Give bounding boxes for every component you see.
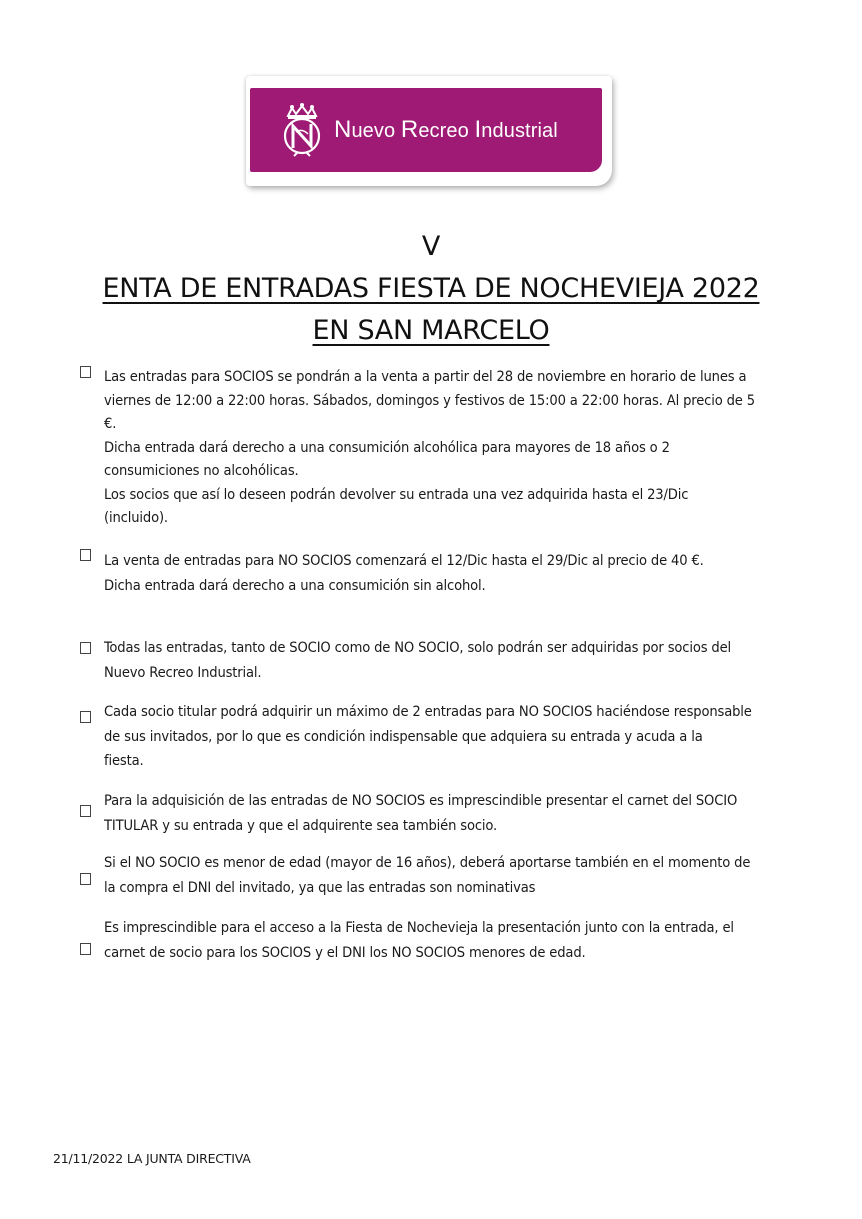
logo-word-uevo: uevo — [351, 120, 401, 142]
list-item-line: Dicha entrada dará derecho a una consumición sin alcohol. — [104, 577, 486, 594]
list-item-line: Dicha entrada dará derecho a una consumición alcohólica para mayores de 18 años o 2 — [104, 438, 670, 456]
page-title — [0, 226, 862, 352]
list-item — [104, 915, 804, 965]
list-item — [104, 699, 804, 772]
title-line-1-rest: ENTA DE ENTRADAS FIESTA DE NOCHEVIEJA 2022 — [102, 273, 760, 304]
bullet-checkbox-icon — [80, 642, 91, 654]
list-item — [104, 850, 804, 900]
list-item-line: €. — [104, 415, 117, 432]
logo-letter-r: R — [400, 116, 419, 143]
signature-footer: 21/11/2022 LA JUNTA DIRECTIVA — [53, 1151, 251, 1166]
bullet-checkbox-icon — [80, 366, 91, 378]
bullet-checkbox-icon — [80, 943, 91, 955]
list-item — [104, 635, 804, 685]
logo-letter-n: N — [334, 116, 352, 143]
title-line-1 — [0, 226, 862, 310]
list-item-line: Es imprescindible para el acceso a la Fiesta de Nochevieja la presentación junto con la entrada, el — [104, 919, 734, 936]
list-item-line: consumiciones no alcohólicas. — [104, 462, 299, 479]
list-item-line: La venta de entradas para NO SOCIOS comenzará el 12/Dic hasta el 29/Dic al precio de 40 €. — [104, 552, 704, 569]
list-item-line: la compra el DNI del invitado, ya que las entradas son nominativas — [104, 879, 536, 896]
list-item-line: Todas las entradas, tanto de SOCIO como de NO SOCIO, solo podrán ser adquiridas por socios del — [104, 639, 732, 656]
title-line-2-text: EN SAN MARCELO — [312, 315, 550, 346]
crowned-monogram-emblem-icon — [278, 102, 326, 158]
logo-word-ndustrial: ndustrial — [481, 120, 558, 142]
list-item-line: (incluido). — [104, 509, 168, 526]
list-item-line: viernes de 12:00 a 22:00 horas. Sábados, domingos y festivos de 15:00 a 22:00 horas. Al precio de 5 — [104, 391, 755, 409]
bullet-checkbox-icon — [80, 711, 91, 723]
logo-frame — [246, 76, 612, 186]
list-item — [104, 548, 804, 598]
title-first-letter: V — [421, 231, 441, 262]
list-item-line: carnet de socio para los SOCIOS y el DNI los NO SOCIOS menores de edad. — [104, 944, 586, 961]
bullet-checkbox-icon — [80, 549, 91, 561]
list-item-line: fiesta. — [104, 751, 144, 769]
logo-banner — [250, 88, 602, 172]
list-item — [104, 365, 804, 530]
bullet-checkbox-icon — [80, 873, 91, 885]
list-item-line: TITULAR y su entrada y que el adquirente sea también socio. — [104, 817, 498, 834]
list-item — [104, 788, 804, 838]
list-item-line: Si el NO SOCIO es menor de edad (mayor de 16 años), deberá aportarse también en el momento de — [104, 854, 751, 871]
list-item-line: Cada socio titular podrá adquirir un máximo de 2 entradas para NO SOCIOS haciéndose responsable — [104, 703, 752, 720]
logo-word-ecreo: ecreo — [418, 120, 475, 142]
list-item-line: Para la adquisición de las entradas de NO SOCIOS es imprescindible presentar el carnet del SOCIO — [104, 792, 738, 809]
logo-letter-i: I — [474, 116, 482, 143]
title-line-2 — [0, 310, 862, 352]
list-item-line: de sus invitados, por lo que es condición indispensable que adquiera su entrada y acuda a la — [104, 728, 703, 745]
list-item-line: Nuevo Recreo Industrial. — [104, 664, 262, 681]
list-item-line: Las entradas para SOCIOS se pondrán a la venta a partir del 28 de noviembre en horario de lunes a — [104, 368, 747, 385]
list-item-line: Los socios que así lo deseen podrán devolver su entrada una vez adquirida hasta el 23/Dic — [104, 485, 689, 503]
logo-wordmark — [334, 116, 558, 144]
bullet-checkbox-icon — [80, 805, 91, 817]
